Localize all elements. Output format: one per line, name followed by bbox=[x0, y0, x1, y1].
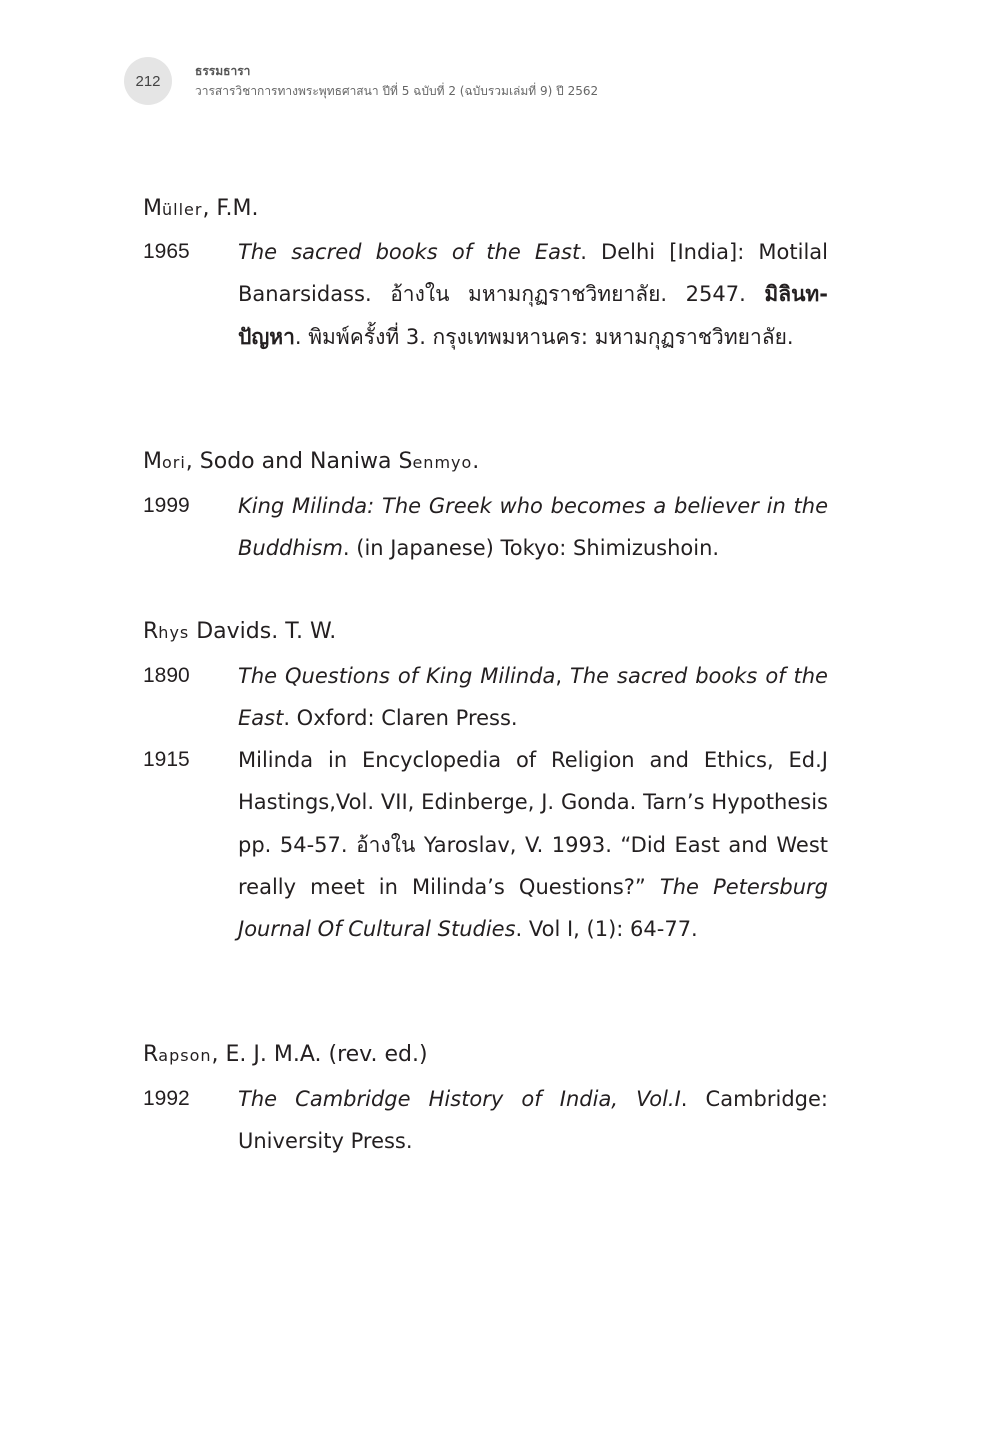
ref-text: The Questions of King Milinda, The sacred books of the East. Oxford: Claren Press. bbox=[238, 664, 828, 731]
ref-year: 1915 bbox=[143, 748, 190, 771]
author-rhys-davids: Rhys Davids. T. W. bbox=[143, 619, 337, 644]
author-mori: Mori, Sodo and Naniwa Senmyo. bbox=[143, 449, 480, 474]
ref-text: The sacred books of the East. Delhi [India]: Motilal Banarsidass. อ้างใน มหามกุฏราชวิทยาลัย. 2547. มิลินท-ปัญหา. พิมพ์ครั้งที่ 3. กรุงเทพมหานคร: มหามกุฏราชวิทยาลัย. bbox=[238, 240, 828, 349]
ref-year: 1890 bbox=[143, 664, 190, 687]
ref-year: 1965 bbox=[143, 240, 190, 263]
ref-year: 1992 bbox=[143, 1087, 190, 1110]
author-rapson: Rapson, E. J. M.A. (rev. ed.) bbox=[143, 1042, 428, 1067]
ref-text: King Milinda: The Greek who becomes a believer in the Buddhism. (in Japanese) Tokyo: Shimizushoin. bbox=[238, 494, 828, 561]
ref-text: Milinda in Encyclopedia of Religion and Ethics, Ed.J Hastings,Vol. VII, Edinberge, J. Gonda. Tarn’s Hypothesis pp. 54-57. อ้างใน Yaroslav, V. 1993. “Did East and West really meet in Milinda’s Questions?” The Petersburg Journal Of Cultural Studies. Vol I, (1): 64-77. bbox=[238, 748, 829, 942]
journal-name: ธรรมธารา bbox=[195, 64, 251, 78]
journal-subtitle: วารสารวิชาการทางพระพุทธศาสนา ปีที่ 5 ฉบับที่ 2 (ฉบับรวมเล่มที่ 9) ปี 2562 bbox=[195, 84, 599, 98]
page-number-badge bbox=[124, 57, 172, 105]
author-muller: Müller, F.M. bbox=[143, 196, 259, 221]
ref-year: 1999 bbox=[143, 494, 190, 517]
page-number: 212 bbox=[135, 72, 161, 90]
ref-text: The Cambridge History of India, Vol.I. Cambridge: University Press. bbox=[238, 1087, 828, 1154]
